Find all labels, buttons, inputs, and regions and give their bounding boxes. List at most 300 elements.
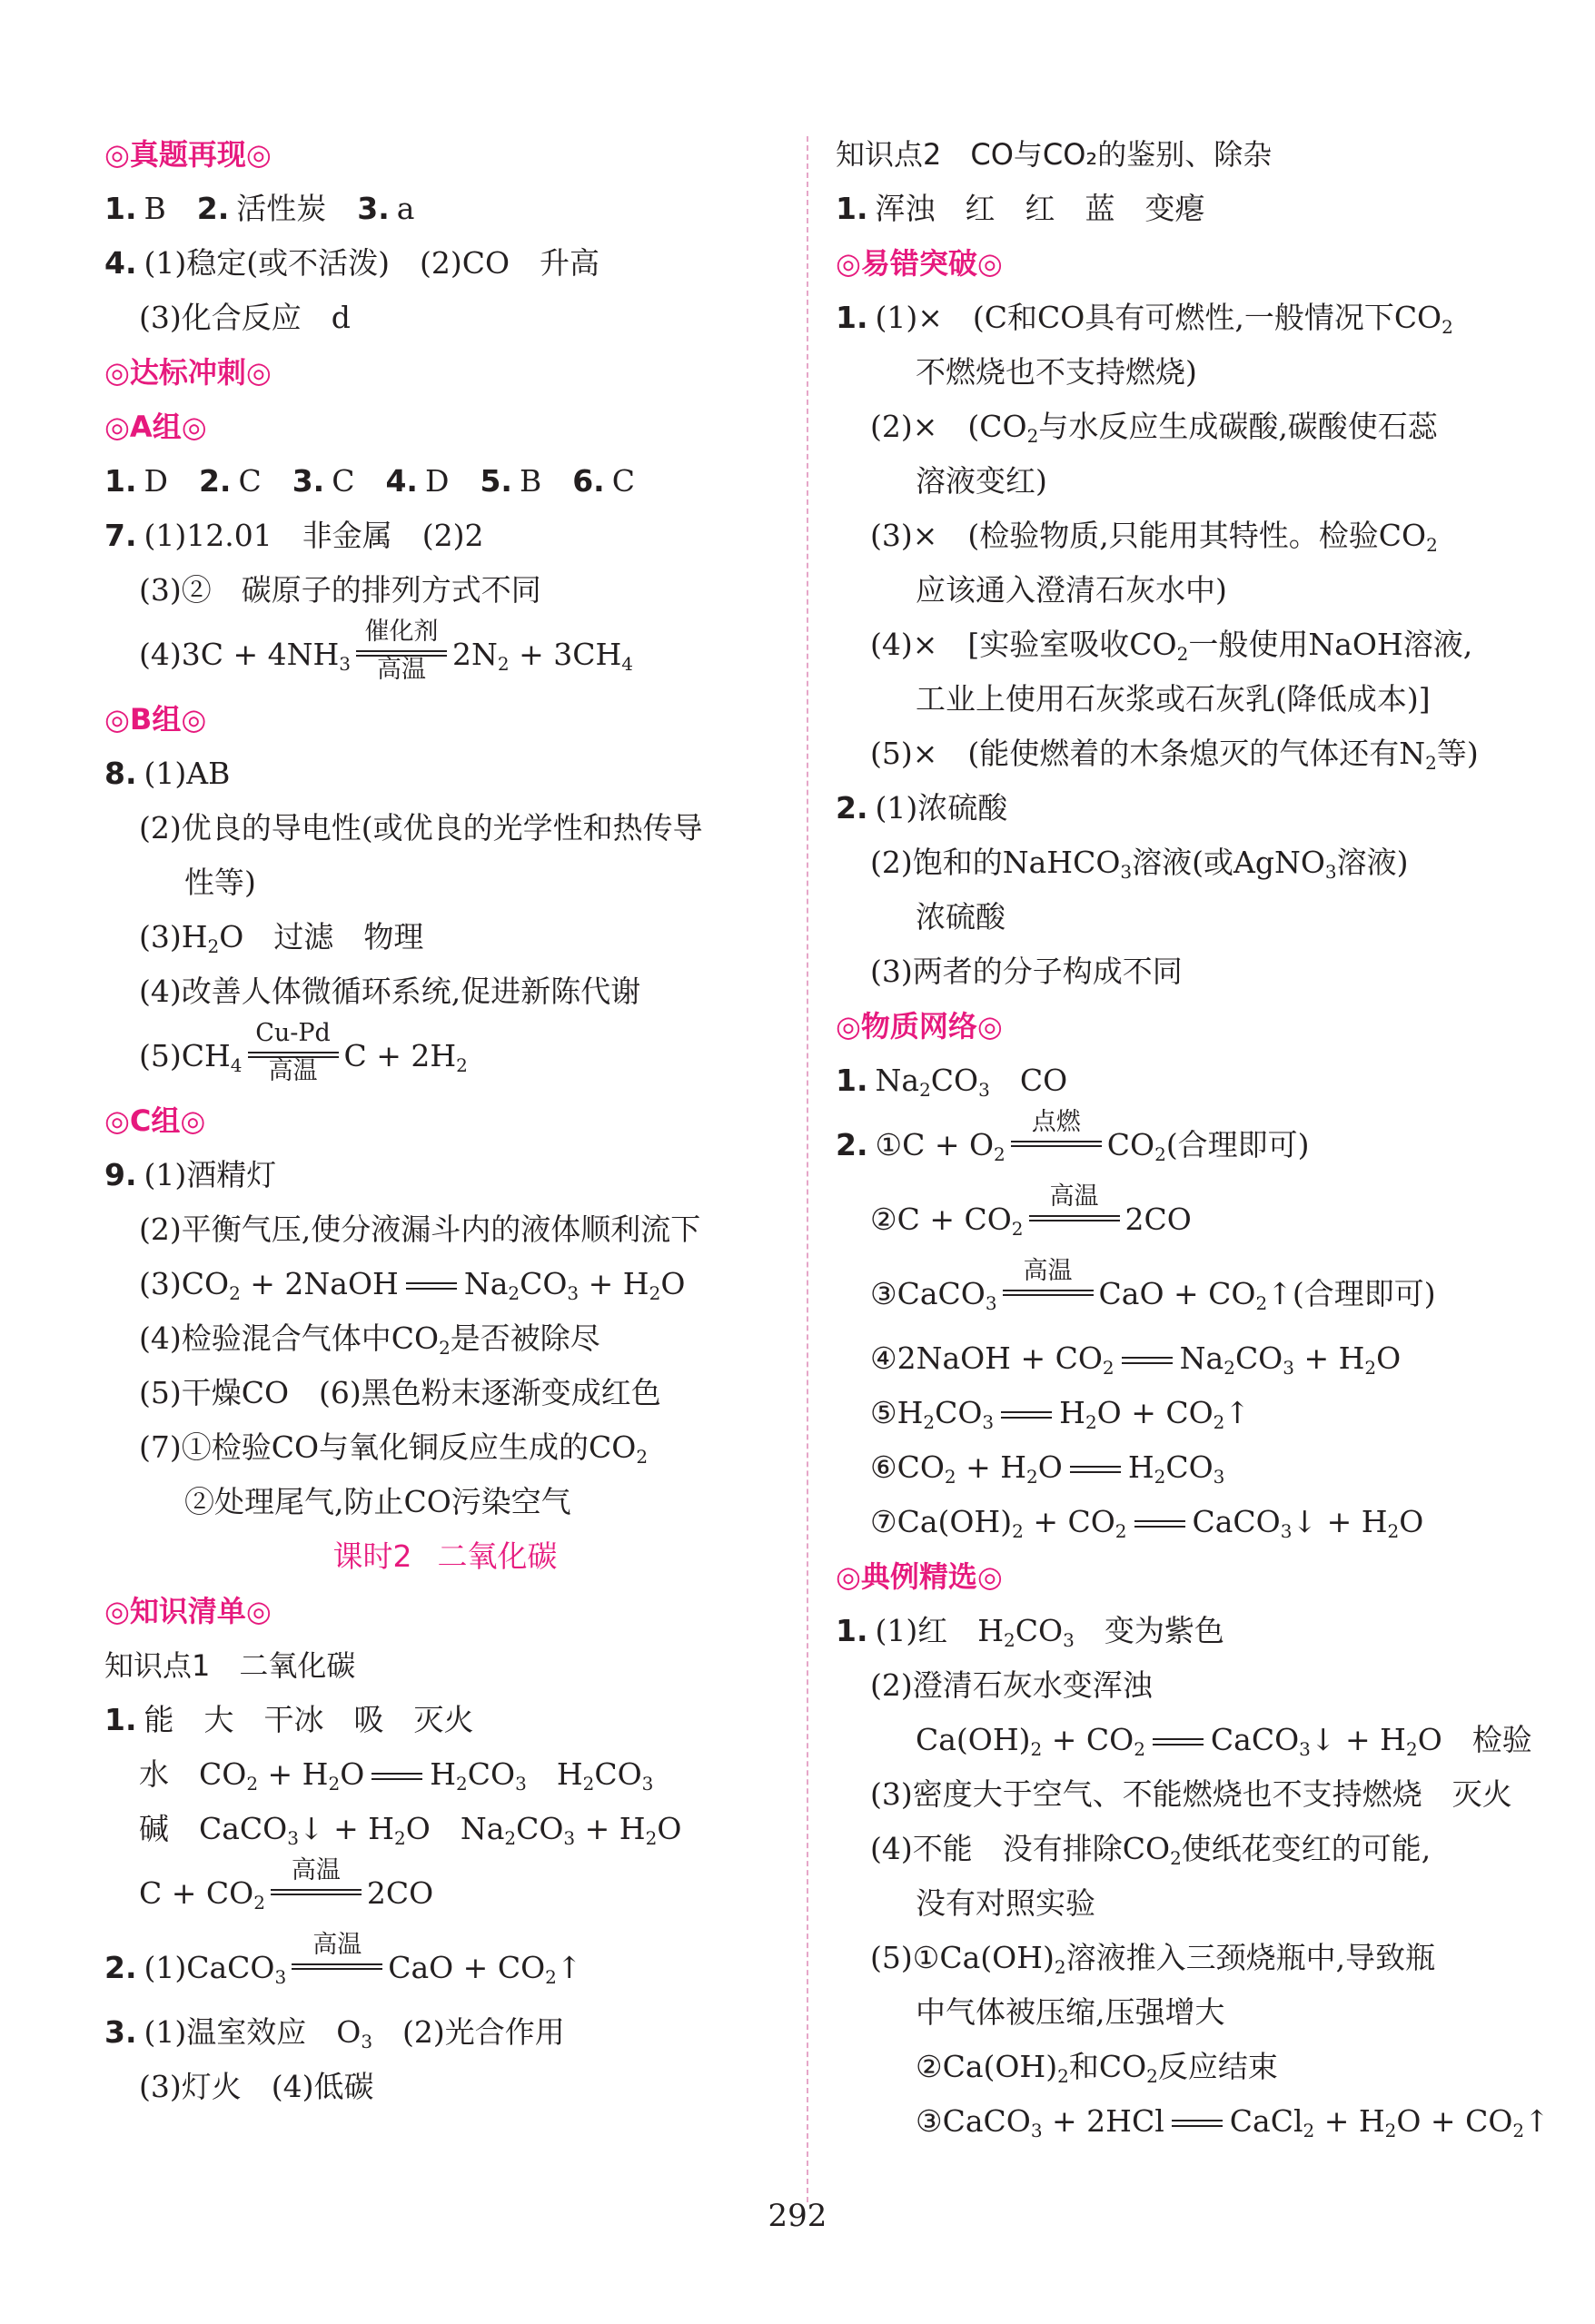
answer-text: CaO + CO bbox=[1098, 1276, 1256, 1311]
subscript: 2 bbox=[1154, 1466, 1166, 1488]
column-divider bbox=[807, 136, 808, 2202]
question-number: 6. bbox=[572, 463, 605, 499]
equation-line bbox=[104, 1019, 786, 1093]
answer-line bbox=[104, 1475, 786, 1529]
answer-text: Na bbox=[875, 1063, 920, 1098]
answer-text: O 检验 bbox=[1417, 1722, 1532, 1757]
answer-text: (1)温室效应 O bbox=[144, 2014, 362, 2050]
equals-sign bbox=[1172, 2120, 1223, 2127]
answer-text: 溶液(或AgNO bbox=[1132, 845, 1325, 880]
answer-text: (5)CH bbox=[139, 1038, 231, 1073]
equation-line bbox=[836, 1257, 1526, 1331]
answer-line bbox=[836, 1604, 1526, 1658]
question-number: 7. bbox=[104, 518, 137, 553]
subscript: 2 bbox=[1405, 1738, 1418, 1760]
equals-sign bbox=[1153, 1738, 1204, 1745]
equals-line bbox=[1003, 1290, 1094, 1291]
condition-above: Cu-Pd bbox=[255, 1019, 331, 1047]
answer-line bbox=[836, 1495, 1526, 1549]
answer-text: D bbox=[144, 463, 168, 499]
question-number: 5. bbox=[480, 463, 512, 499]
answer-text: ↓ + H bbox=[298, 1811, 395, 1846]
subscript: 3 bbox=[1280, 1520, 1293, 1542]
answer-text: (4)× [实验室吸收CO bbox=[870, 627, 1177, 662]
answer-text: + H bbox=[579, 1266, 649, 1301]
question-number: 1. bbox=[104, 463, 137, 499]
equals-line bbox=[1011, 1141, 1102, 1142]
answer-text: 2N bbox=[452, 637, 498, 672]
answer-text: CO bbox=[1106, 1127, 1155, 1162]
answer-line bbox=[104, 509, 786, 563]
knowledge-point-title: 知识点2 CO与CO₂的鉴别、除杂 bbox=[836, 137, 1273, 172]
lesson-number: 课时2 bbox=[332, 1538, 412, 1574]
reaction-condition bbox=[356, 618, 447, 684]
answer-text: (2)澄清石灰水变浑浊 bbox=[870, 1667, 1153, 1703]
answer-line bbox=[836, 1386, 1526, 1440]
answer-text: ②处理尾气,防止CO污染空气 bbox=[184, 1484, 571, 1519]
subscript: 2 bbox=[1115, 1520, 1127, 1542]
answer-text: CaCl bbox=[1229, 2103, 1303, 2139]
answer-text: 2CO bbox=[366, 1875, 434, 1911]
answer-text: ⑤H bbox=[870, 1395, 924, 1430]
section-heading: ◎知识清单◎ bbox=[104, 1594, 272, 1628]
answer-line bbox=[836, 1713, 1532, 1767]
subscript: 2 bbox=[246, 1773, 259, 1795]
subscript: 2 bbox=[944, 1466, 956, 1488]
answer-text: 中气体被压缩,压强增大 bbox=[916, 1994, 1225, 2030]
answer-line bbox=[104, 1693, 786, 1747]
answer-text: (3)化合反应 d bbox=[139, 300, 351, 335]
equals-line bbox=[292, 1963, 382, 1965]
answer-text: + H bbox=[956, 1449, 1027, 1485]
answer-text: CO bbox=[1165, 1449, 1214, 1485]
subscript: 2 bbox=[1030, 1738, 1043, 1760]
answer-text: (1)稳定(或不活泼) (2)CO 升高 bbox=[144, 245, 600, 281]
question-number: 3. bbox=[357, 191, 390, 226]
answer-line bbox=[104, 964, 786, 1019]
answer-text: (1)浓硫酸 bbox=[875, 790, 1008, 826]
subscript: 2 bbox=[636, 1446, 649, 1468]
answer-text: + H bbox=[1314, 2103, 1385, 2139]
answer-text: 溶液变红) bbox=[916, 463, 1047, 499]
answer-line bbox=[104, 182, 786, 236]
left-column bbox=[104, 127, 786, 2114]
condition-below bbox=[1003, 1296, 1094, 1323]
subscript: 3 bbox=[1063, 1629, 1075, 1651]
subscript: 3 bbox=[1213, 1466, 1225, 1488]
answer-text: ③CaCO bbox=[870, 1276, 986, 1311]
answer-text: + H bbox=[575, 1811, 646, 1846]
answer-text: (5)干燥CO (6)黑色粉末逐渐变成红色 bbox=[139, 1375, 661, 1410]
answer-line bbox=[104, 1148, 786, 1202]
answer-text: Na bbox=[1179, 1340, 1224, 1376]
answer-line bbox=[836, 182, 1526, 236]
subscript: 3 bbox=[287, 1827, 299, 1849]
question-number: 1. bbox=[836, 191, 868, 226]
answer-text: B bbox=[144, 191, 166, 226]
subscript: 2 bbox=[1176, 643, 1189, 665]
answer-text: ↑ bbox=[1524, 2103, 1550, 2139]
question-number: 1. bbox=[104, 191, 137, 226]
question-number: 1. bbox=[836, 1063, 868, 1098]
question-number: 2. bbox=[836, 1127, 868, 1162]
answer-text: 工业上使用石灰浆或石灰乳(降低成本)] bbox=[916, 681, 1431, 717]
subscript: 2 bbox=[1387, 1520, 1400, 1542]
question-number: 4. bbox=[104, 245, 137, 281]
answer-line bbox=[104, 1802, 786, 1856]
answer-line bbox=[836, 727, 1526, 781]
subscript: 4 bbox=[230, 1054, 243, 1076]
answer-text: D bbox=[424, 463, 450, 499]
answer-text: (1)AB bbox=[144, 756, 231, 791]
subscript: 2 bbox=[1026, 1466, 1038, 1488]
answer-text: ↑(合理即可) bbox=[1267, 1276, 1436, 1311]
answer-line bbox=[836, 890, 1526, 944]
answer-text: O bbox=[1376, 1340, 1402, 1376]
equation-line bbox=[104, 1856, 786, 1931]
subscript: 3 bbox=[1299, 1738, 1311, 1760]
answer-line bbox=[836, 509, 1526, 563]
section-heading: ◎典例精选◎ bbox=[836, 1559, 1003, 1594]
answer-text: CO bbox=[516, 1811, 564, 1846]
answer-text: 碱 CaCO bbox=[139, 1811, 288, 1846]
answer-text: 浑浊 红 红 蓝 变瘪 bbox=[875, 191, 1205, 226]
subscript: 3 bbox=[1120, 861, 1133, 883]
answer-text: CO bbox=[1234, 1340, 1283, 1376]
answer-text: O bbox=[1037, 1449, 1063, 1485]
answer-line bbox=[104, 1311, 786, 1366]
subscript: 2 bbox=[229, 1282, 241, 1304]
subscript: 2 bbox=[394, 1827, 406, 1849]
page-number: 292 bbox=[768, 2198, 827, 2234]
answer-text: ②C + CO bbox=[870, 1202, 1012, 1237]
equals-sign bbox=[1134, 1520, 1185, 1528]
subscript: 2 bbox=[1213, 1411, 1225, 1433]
question-number: 2. bbox=[104, 1950, 137, 1985]
equation-line bbox=[104, 1931, 786, 2005]
subscript: 2 bbox=[1102, 1357, 1115, 1379]
answer-line bbox=[836, 1822, 1526, 1876]
answer-text: (1)CaCO bbox=[144, 1950, 275, 1985]
answer-text: ↓ + H bbox=[1310, 1722, 1406, 1757]
answer-text: CO bbox=[1015, 1613, 1064, 1648]
subscript: 3 bbox=[274, 1966, 287, 1988]
answer-text: (4)3C + 4NH bbox=[139, 637, 340, 672]
subscript: 2 bbox=[545, 1966, 557, 1988]
answer-text: ①C + O bbox=[875, 1127, 995, 1162]
answer-text: CaCO bbox=[1210, 1722, 1300, 1757]
subscript: 2 bbox=[1012, 1520, 1024, 1542]
answer-line bbox=[836, 400, 1526, 454]
answer-text: 活性炭 bbox=[236, 191, 327, 226]
answer-text: CaO + CO bbox=[388, 1950, 546, 1985]
answer-text: + CO bbox=[1023, 1504, 1115, 1539]
question-number: 2. bbox=[198, 463, 232, 499]
subscript: 3 bbox=[567, 1282, 580, 1304]
knowledge-point-title: 知识点1 二氧化碳 bbox=[104, 1648, 356, 1683]
subscript: 2 bbox=[1255, 1292, 1268, 1314]
answer-text: 溶液) bbox=[1336, 845, 1409, 880]
subscript: 3 bbox=[1030, 2120, 1043, 2141]
answer-line bbox=[104, 1257, 786, 1311]
reaction-condition bbox=[271, 1856, 362, 1919]
subscript: 2 bbox=[923, 1411, 936, 1433]
subscript: 2 bbox=[1054, 1956, 1066, 1978]
subscript: 2 bbox=[328, 1773, 341, 1795]
answer-text: (合理即可) bbox=[1165, 1127, 1310, 1162]
answer-text: (1)× (C和CO具有可燃性,一般情况下CO bbox=[875, 300, 1442, 335]
answer-text: 等) bbox=[1436, 736, 1479, 771]
answer-text: O Na bbox=[405, 1811, 505, 1846]
condition-above: 点燃 bbox=[1031, 1108, 1081, 1136]
answer-line bbox=[836, 2094, 1550, 2149]
answer-line bbox=[836, 1053, 1526, 1108]
answer-line bbox=[836, 1931, 1526, 1985]
equals-line bbox=[248, 1052, 339, 1053]
reaction-condition bbox=[1029, 1182, 1120, 1245]
answer-line bbox=[836, 1658, 1526, 1713]
subscript: 3 bbox=[985, 1292, 997, 1314]
answer-text: 是否被除尽 bbox=[450, 1320, 600, 1356]
answer-text: 变为紫色 bbox=[1074, 1613, 1224, 1648]
answer-text: O bbox=[660, 1266, 686, 1301]
answer-line bbox=[104, 855, 786, 910]
subscript: 3 bbox=[641, 1773, 654, 1795]
answer-text: CO bbox=[935, 1395, 983, 1430]
subscript: 2 bbox=[1303, 2120, 1315, 2141]
subscript: 2 bbox=[1425, 752, 1437, 774]
answer-text: CO bbox=[520, 1266, 568, 1301]
answer-text: (3)两者的分子构成不同 bbox=[870, 954, 1183, 989]
subscript: 3 bbox=[339, 653, 352, 675]
question-number: 1. bbox=[104, 1702, 137, 1737]
answer-text: 与水反应生成碳酸,碳酸使石蕊 bbox=[1038, 409, 1438, 444]
question-number: 8. bbox=[104, 756, 137, 791]
answer-text: O + CO bbox=[1096, 1395, 1214, 1430]
question-number: 3. bbox=[292, 463, 325, 499]
equals-sign bbox=[1122, 1357, 1173, 1364]
answer-text: (2)平衡气压,使分液漏斗内的液体顺利流下 bbox=[139, 1211, 701, 1247]
subscript: 2 bbox=[1026, 425, 1039, 447]
answer-line bbox=[836, 1440, 1526, 1495]
answer-text: O bbox=[657, 1811, 682, 1846]
subscript: 2 bbox=[1223, 1357, 1235, 1379]
answer-text: ③CaCO bbox=[916, 2103, 1031, 2139]
section-heading: ◎A组◎ bbox=[104, 410, 207, 444]
subscript: 2 bbox=[1011, 1218, 1024, 1240]
answer-text: 不燃烧也不支持燃烧) bbox=[916, 354, 1197, 390]
answer-text: (1)12.01 非金属 (2)2 bbox=[144, 518, 484, 553]
answer-text: O 过滤 物理 bbox=[219, 919, 424, 954]
subscript: 2 bbox=[1364, 1357, 1377, 1379]
condition-below bbox=[271, 1895, 362, 1923]
subscript: 3 bbox=[1324, 861, 1337, 883]
subscript: 2 bbox=[439, 1337, 451, 1359]
answer-text: ⑦Ca(OH) bbox=[870, 1504, 1013, 1539]
answer-text: (4)检验混合气体中CO bbox=[139, 1320, 440, 1356]
equals-sign bbox=[406, 1282, 457, 1290]
answer-text: (5)①Ca(OH) bbox=[870, 1940, 1055, 1975]
subscript: 2 bbox=[1154, 1143, 1166, 1165]
subscript: 3 bbox=[978, 1079, 990, 1101]
answer-text: 应该通入澄清石灰水中) bbox=[916, 572, 1227, 608]
subscript: 2 bbox=[1057, 2065, 1069, 2087]
answer-line bbox=[836, 1331, 1526, 1386]
answer-line bbox=[104, 1366, 786, 1420]
answer-text: 浓硫酸 bbox=[916, 899, 1006, 935]
answer-text: O bbox=[1399, 1504, 1424, 1539]
answer-line bbox=[836, 454, 1526, 509]
answer-text: H bbox=[1127, 1449, 1154, 1485]
subscript: 2 bbox=[207, 935, 220, 957]
equation-line bbox=[836, 1108, 1526, 1182]
answer-text: (5)× (能使燃着的木条熄灭的气体还有N bbox=[870, 736, 1426, 771]
answer-line bbox=[836, 291, 1526, 345]
question-number: 2. bbox=[836, 790, 868, 826]
section-heading: ◎B组◎ bbox=[104, 702, 207, 737]
answer-text: 溶液推入三颈烧瓶中,导致瓶 bbox=[1065, 1940, 1436, 1975]
answer-text: + H bbox=[258, 1756, 329, 1792]
answer-text: H bbox=[1059, 1395, 1085, 1430]
condition-above: 高温 bbox=[1049, 1182, 1099, 1211]
subscript: 3 bbox=[563, 1827, 576, 1849]
answer-text: 反应结束 bbox=[1157, 2049, 1278, 2084]
answer-text: (3)× (检验物质,只能用其特性。检验CO bbox=[870, 518, 1427, 553]
subscript: 2 bbox=[1085, 1411, 1097, 1433]
right-column bbox=[836, 127, 1550, 2149]
answer-text: 性等) bbox=[184, 865, 256, 900]
answer-text: H bbox=[526, 1756, 583, 1792]
answer-text: (3)② 碳原子的排列方式不同 bbox=[139, 572, 541, 608]
answer-line bbox=[104, 1420, 786, 1475]
subscript: 2 bbox=[649, 1282, 661, 1304]
answer-line bbox=[836, 944, 1526, 999]
answer-line bbox=[836, 618, 1526, 672]
subscript: 2 bbox=[1004, 1629, 1015, 1651]
answer-line bbox=[836, 1767, 1526, 1822]
subscript: 2 bbox=[497, 653, 510, 675]
condition-above: 高温 bbox=[312, 1931, 362, 1959]
answer-line bbox=[104, 563, 786, 618]
answer-text: (4)改善人体微循环系统,促进新陈代谢 bbox=[139, 974, 641, 1009]
answer-text: ↑ bbox=[556, 1950, 582, 1985]
answer-text: (3)密度大于空气、不能燃烧也不支持燃烧 灭火 bbox=[870, 1776, 1512, 1812]
question-number: 1. bbox=[836, 1613, 868, 1648]
answer-text: (2)优良的导电性(或优良的光学性和热传导 bbox=[139, 810, 703, 846]
question-number: 4. bbox=[385, 463, 418, 499]
question-number: 3. bbox=[104, 2014, 137, 2050]
answer-line bbox=[104, 910, 786, 964]
reaction-condition bbox=[1011, 1108, 1102, 1171]
section-heading: ◎C组◎ bbox=[104, 1103, 206, 1138]
answer-line bbox=[104, 291, 786, 345]
subscript: 2 bbox=[1134, 1738, 1145, 1760]
answer-text: Ca(OH) bbox=[916, 1722, 1031, 1757]
answer-text: 没有对照实验 bbox=[916, 1885, 1095, 1921]
answer-text: CO bbox=[989, 1063, 1068, 1098]
answer-text: (2)光合作用 bbox=[372, 2014, 565, 2050]
answer-text: 和CO bbox=[1068, 2049, 1147, 2084]
answer-text: (1)酒精灯 bbox=[144, 1157, 277, 1192]
answer-text: C bbox=[332, 463, 355, 499]
section-heading: ◎易错突破◎ bbox=[836, 246, 1003, 281]
answer-text: (3)灯火 (4)低碳 bbox=[139, 2069, 374, 2104]
answer-line bbox=[836, 1876, 1526, 1931]
answer-text: B bbox=[519, 463, 542, 499]
answer-line bbox=[104, 801, 786, 855]
answer-text: C bbox=[611, 463, 635, 499]
answer-text: O bbox=[340, 1756, 365, 1792]
answer-line bbox=[836, 563, 1526, 618]
reaction-condition bbox=[1003, 1257, 1094, 1320]
question-number: 9. bbox=[104, 1157, 137, 1192]
answer-text: CO bbox=[930, 1063, 979, 1098]
answer-text: (3)H bbox=[139, 919, 208, 954]
subscript: 3 bbox=[1283, 1357, 1294, 1379]
equals-sign bbox=[1001, 1411, 1052, 1419]
subscript: 2 bbox=[919, 1079, 931, 1101]
equation-line bbox=[104, 618, 786, 692]
subscript: 2 bbox=[504, 1827, 517, 1849]
answer-text: 水 CO bbox=[139, 1756, 247, 1792]
answer-text: ⑥CO bbox=[870, 1449, 945, 1485]
answer-text: (7)①检验CO与氧化铜反应生成的CO bbox=[139, 1429, 637, 1465]
answer-line bbox=[104, 236, 786, 291]
equals-line bbox=[356, 650, 447, 652]
subscript: 2 bbox=[253, 1892, 265, 1914]
answer-text: + CO bbox=[1042, 1722, 1134, 1757]
subscript: 3 bbox=[515, 1773, 527, 1795]
subscript: 3 bbox=[361, 2031, 373, 2052]
answer-line bbox=[104, 1747, 786, 1802]
answer-text: 能 大 干冰 吸 灭火 bbox=[144, 1702, 474, 1737]
subscript: 2 bbox=[645, 1827, 658, 1849]
answer-text: CaCO bbox=[1192, 1504, 1281, 1539]
answer-line bbox=[104, 2005, 786, 2060]
lesson-title bbox=[104, 1529, 786, 1584]
answer-line bbox=[104, 747, 786, 801]
answer-text: H bbox=[430, 1756, 457, 1792]
equals-line bbox=[271, 1889, 362, 1891]
subscript: 2 bbox=[1426, 534, 1438, 556]
answer-text: (1)红 H bbox=[875, 1613, 1005, 1648]
subscript: 2 bbox=[1170, 1847, 1182, 1869]
section-heading: ◎真题再现◎ bbox=[104, 137, 272, 172]
subscript: 3 bbox=[982, 1411, 995, 1433]
answer-text: C bbox=[238, 463, 262, 499]
answer-text: + 2NaOH bbox=[240, 1266, 399, 1301]
subscript: 2 bbox=[582, 1773, 595, 1795]
answer-line bbox=[836, 781, 1526, 836]
reaction-condition bbox=[248, 1019, 339, 1085]
answer-text: CO bbox=[594, 1756, 642, 1792]
answer-text: + H bbox=[1293, 1340, 1365, 1376]
section-heading: ◎达标冲刺◎ bbox=[104, 355, 272, 390]
answer-text: CO bbox=[467, 1756, 516, 1792]
condition-below bbox=[1029, 1221, 1120, 1249]
lesson-name: 二氧化碳 bbox=[437, 1538, 558, 1574]
subscript: 2 bbox=[1512, 2120, 1525, 2141]
answer-text: 使纸花变红的可能, bbox=[1181, 1831, 1432, 1866]
answer-line bbox=[836, 836, 1526, 890]
subscript: 2 bbox=[456, 1054, 468, 1076]
answer-line bbox=[836, 2040, 1526, 2094]
subscript: 4 bbox=[621, 653, 634, 675]
answer-text: ↓ + H bbox=[1292, 1504, 1388, 1539]
answer-text: a bbox=[396, 191, 415, 226]
answer-line bbox=[836, 345, 1526, 400]
answer-text: C + 2H bbox=[343, 1038, 457, 1073]
